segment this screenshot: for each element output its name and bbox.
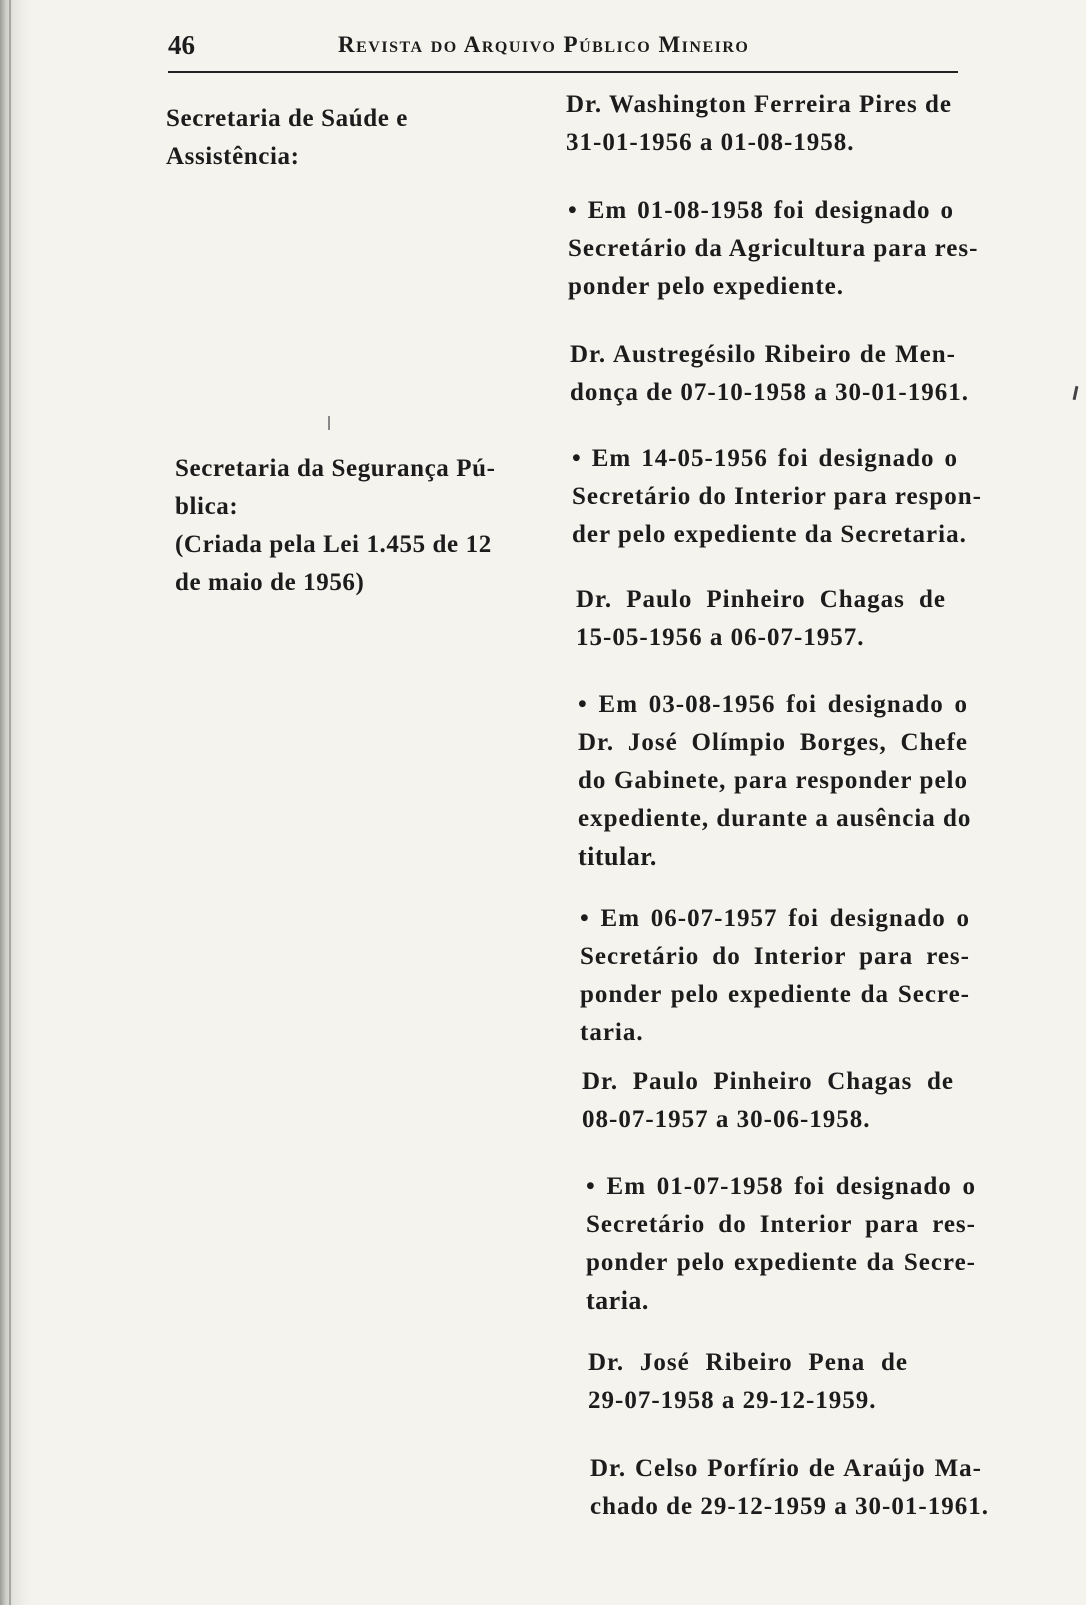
entry-line: Dr. Celso Porfírio de Araújo Ma-	[590, 1455, 982, 1482]
entry-line: Dr. Paulo Pinheiro Chagas de	[582, 1068, 954, 1095]
entry-line: 08-07-1957 a 30-06-1958.	[582, 1106, 871, 1133]
entry-line: Secretário do Interior para res-	[586, 1211, 976, 1238]
entry-line: expediente, durante a ausência do	[578, 805, 972, 832]
heading-line: Secretaria da Segurança Pú-	[175, 455, 496, 482]
entry-line: Dr. José Olímpio Borges, Chefe	[578, 729, 968, 756]
entry-secretary	[576, 581, 946, 657]
entry-secretary	[582, 1063, 954, 1139]
entry-line: • Em 06-07-1957 foi designado o	[580, 905, 970, 932]
entry-line: der pelo expediente da Secretaria.	[572, 521, 967, 548]
entry-line: Dr. Washington Ferreira Pires de	[566, 91, 952, 118]
entry-line: Secretário do Interior para res-	[580, 943, 970, 970]
header-rule	[168, 71, 958, 73]
entry-line: • Em 01-07-1958 foi designado o	[586, 1173, 976, 1200]
entry-line: • Em 14-05-1956 foi designado o	[572, 445, 958, 472]
page-binding-line	[9, 0, 11, 1605]
entry-line: Secretário do Interior para respon-	[572, 483, 982, 510]
heading-line: Assistência:	[166, 143, 300, 170]
entry-designation-note	[572, 440, 982, 554]
entry-line: titular.	[578, 842, 657, 871]
entry-line: taria.	[580, 1019, 644, 1046]
entry-line: • Em 01-08-1958 foi designado o	[568, 197, 954, 224]
entry-line: • Em 03-08-1956 foi designado o	[578, 691, 968, 718]
entry-line: do Gabinete, para responder pelo	[578, 767, 968, 794]
entry-line: taria.	[586, 1286, 649, 1315]
page-number: 46	[168, 30, 195, 60]
running-head	[168, 22, 958, 72]
entry-designation-note	[580, 900, 970, 1052]
entry-secretary	[566, 86, 952, 162]
print-mark	[1073, 386, 1079, 400]
entry-designation-note	[586, 1168, 976, 1320]
heading-note: de maio de 1956)	[175, 569, 365, 596]
entry-line: ponder pelo expediente.	[568, 273, 845, 300]
entry-line: 15-05-1956 a 06-07-1957.	[576, 624, 865, 651]
entry-line: chado de 29-12-1959 a 30-01-1961.	[590, 1493, 989, 1520]
heading-line: Secretaria de Saúde e	[166, 105, 408, 132]
heading-secretaria-seguranca	[175, 450, 520, 602]
entry-line: 29-07-1958 a 29-12-1959.	[588, 1387, 877, 1414]
entry-designation-note	[568, 192, 979, 306]
entry-designation-note	[578, 686, 972, 876]
entry-line: ponder pelo expediente da Secre-	[580, 981, 970, 1008]
heading-line: blica:	[175, 493, 239, 520]
entry-line: 31-01-1956 a 01-08-1958.	[566, 129, 855, 156]
entry-secretary	[570, 336, 969, 412]
entry-secretary	[590, 1450, 989, 1526]
journal-title: Revista do Arquivo Público Mineiro	[338, 32, 750, 57]
entry-line: Secretário da Agricultura para res-	[568, 235, 979, 262]
page-binding-shadow	[0, 0, 34, 1605]
entry-line: Dr. Austregésilo Ribeiro de Men-	[570, 341, 956, 368]
print-mark	[328, 416, 330, 430]
entry-line: donça de 07-10-1958 a 30-01-1961.	[570, 379, 969, 406]
entry-line: ponder pelo expediente da Secre-	[586, 1249, 976, 1276]
entry-line: Dr. Paulo Pinheiro Chagas de	[576, 586, 946, 613]
heading-note: (Criada pela Lei 1.455 de 12	[175, 531, 492, 558]
entry-secretary	[588, 1344, 908, 1420]
heading-secretaria-saude	[166, 100, 408, 176]
entry-line: Dr. José Ribeiro Pena de	[588, 1349, 908, 1376]
